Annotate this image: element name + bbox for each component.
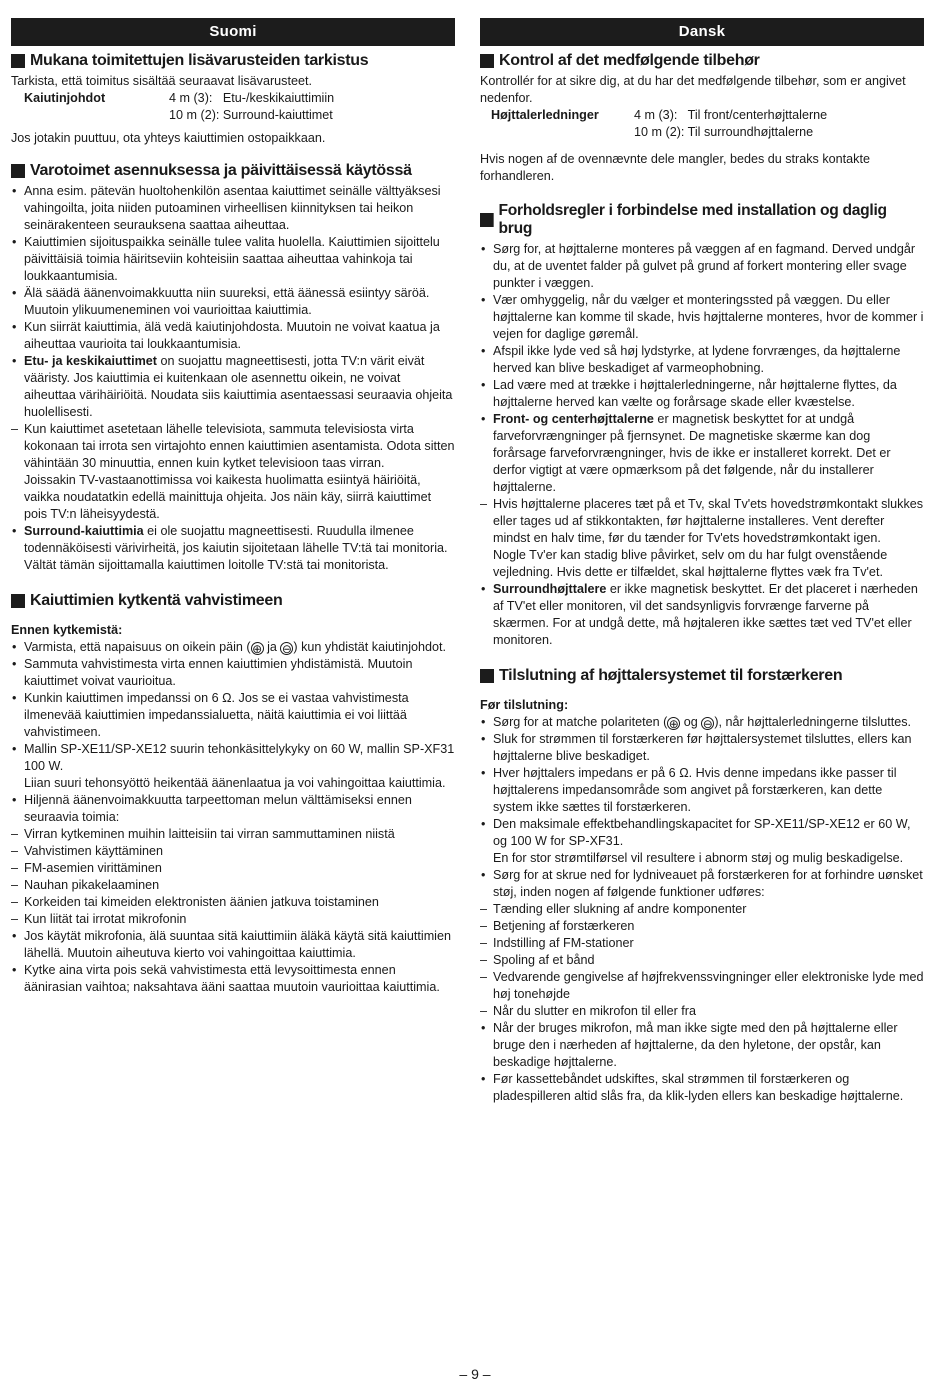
minus-icon: ⊖ <box>281 642 292 656</box>
section-title-connection <box>480 667 924 685</box>
list-item <box>480 714 924 731</box>
list-item: • Lad være med at trække i højttalerledningerne, når højttalerne flyttes, da højttalerne herved kan vælte og forårsage skade eller kvæstelse. <box>480 377 924 411</box>
section-square-icon <box>480 669 494 683</box>
dash-list <box>480 901 924 1020</box>
plus-icon: ⊕ <box>668 717 679 731</box>
list-item-text: ), når højttalerledningerne tilsluttes. <box>714 715 912 729</box>
accessory-row <box>11 107 455 124</box>
subheading-before-connecting: Ennen kytkemistä: <box>11 623 123 637</box>
list-item-text: • Den maksimale effektbehandlingskapacitet for SP-XE11/SP-XE12 er 60 W, og 100 W for SP-XF31. <box>493 817 911 848</box>
connection-list <box>480 714 924 1105</box>
dash-item: – Kun kaiuttimet asetetaan lähelle televisiota, sammuta televisiosta virta kokonaan tai irrota sen virtajohto ennen kaiuttimien asentamista. Odota sitten vähintään 30 minuuttia, ennen kuin kytket televisioon taas virran. <box>11 421 455 472</box>
dash-item: – Vedvarende gengivelse af højfrekvenssvingninger eller elektroniske lyde med høj tonehøjde <box>480 969 924 1003</box>
column-suomi <box>11 18 455 996</box>
accessory-value: 4 m (3): Etu-/keskikaiuttimiin <box>169 91 335 105</box>
list-item: • Sluk for strømmen til forstærkeren før højttalersystemet tilsluttes, ellers kan højttalerne blive beskadiget. <box>480 731 924 765</box>
dash-list <box>11 826 455 928</box>
section-square-icon <box>480 54 494 68</box>
column-dansk <box>480 18 924 1105</box>
list-item-text: Nogle Tv'er kan stadig blive påvirket, selv om du har fulgt ovenstående vejledning. Hvis dette er tilfældet, skal højttalerne flyttes væk fra Tv'et. <box>493 548 888 579</box>
list-item-text: • Sørg for at skrue ned for lydniveauet på forstærkeren for at forhindre uønsket støj, inden nogen af følgende funktioner udføres: <box>493 868 923 899</box>
list-item: • Når der bruges mikrofon, må man ikke sigte med den på højttalerne eller bruge den i nærheden af højttalerne, da den hyletone, der opstår, kan beskadige højttalerne. <box>480 1020 924 1071</box>
list-item: • Jos käytät mikrofonia, älä suuntaa sitä kaiuttimiin äläkä käytä sitä kaiuttimien lähellä. Muutoin aiheutuva kierto voi vahingoittaa kaiuttimia. <box>11 928 455 962</box>
list-item-text: ja <box>263 640 281 654</box>
list-item-text: er magnetisk beskyttet for at undgå farveforvrængninger på fjernsynet. De magnetiske skærme kan dog forårsage farveforvrængninger, hvis de ikke er installeret korrekt. Det er derfor vigtigt at være opmærksom på det følgende, når du installerer højttalerne. <box>493 412 891 494</box>
section-square-icon <box>11 164 25 178</box>
section-title-connection <box>11 592 455 610</box>
list-item: • Anna esim. pätevän huoltohenkilön asentaa kaiuttimet seinälle välttyäksesi vahingoilta, joita niiden putoaminen virheellisen kiinnityksen tai heikon seinärakenteen seurauksena saattaa aiheuttaa. <box>11 183 455 234</box>
list-item-text: • Hiljennä äänenvoimakkuutta tarpeettoman melun välttämiseksi ennen seuraavia toimia: <box>24 793 412 824</box>
list-item-text: er ikke magnetisk beskyttet. Er det placeret i nærheden af TV'et eller monitoren, vil det sandsynligvis forvrænge farverne på skærmen. For at undgå dette, må højtaleren ikke sættes tæt ved TV'et eller monitoren. <box>493 582 918 647</box>
list-item: • Älä säädä äänenvoimakkuutta niin suureksi, että äänessä esiintyy säröä. Muutoin ylikuumeneminen voi vaurioittaa kaiuttimia. <box>11 285 455 319</box>
list-item-text: og <box>680 715 702 729</box>
section-title-text: Mukana toimitettujen lisävarusteiden tarkistus <box>30 52 369 69</box>
section-title-accessories <box>11 52 455 70</box>
accessory-row <box>480 107 924 124</box>
connection-list <box>11 639 455 996</box>
dash-item: – Virran kytkeminen muihin laitteisiin tai virran sammuttaminen niistä <box>11 826 455 843</box>
list-item-text: En for stor strømtilførsel vil resultere i abnorm støj og mulig beskadigelse. <box>493 851 904 865</box>
dash-list <box>11 421 455 472</box>
list-item: • Sørg for, at højttalerne monteres på væggen af en fagmand. Derved undgår du, at de uventet falder på gulvet på grund af forkert montering eller svage punkter i væggen. <box>480 241 924 292</box>
dash-item: – Når du slutter en mikrofon til eller fra <box>480 1003 924 1020</box>
list-item-text: Varmista, että napaisuus on oikein päin ( <box>24 640 251 654</box>
bold-term: Etu- ja keskikaiuttimet <box>24 354 157 368</box>
accessory-label: Kaiutinjohdot <box>24 91 106 105</box>
list-item: • Kunkin kaiuttimen impedanssi on 6 Ω. Jos se ei vastaa vahvistimesta ilmenevää kaiuttimien impedanssialuetta, näitä kaiuttimia ei voi liittää vahvistimeen. <box>11 690 455 741</box>
accessory-value: 10 m (2): Til surroundhøjttalerne <box>634 125 814 139</box>
list-item: • Kaiuttimien sijoituspaikka seinälle tulee valita huolella. Kaiuttimien sijoittelu päivittäisiä toimia häiritseviin kohteisiin saattaa aiheuttaa vahinkoja tai loukkaantumisia. <box>11 234 455 285</box>
dash-item: – Korkeiden tai kimeiden elektronisten äänien jatkuva toistaminen <box>11 894 455 911</box>
dash-item: – Kun liität tai irrotat mikrofonin <box>11 911 455 928</box>
list-item <box>480 867 924 1020</box>
dash-item: – Spoling af et bånd <box>480 952 924 969</box>
list-item: • Afspil ikke lyde ved så høj lydstyrke, at lydene forvrænges, da højttalerne herved kan blive beskadiget af varmeophobning. <box>480 343 924 377</box>
section-title-text: Kontrol af det medfølgende tilbehør <box>499 52 760 69</box>
dash-list <box>480 496 924 547</box>
list-item <box>480 411 924 581</box>
list-item-text: Liian suuri tehonsyöttö heikentää äänenlaatua ja voi vahingoittaa kaiuttimia. <box>24 776 446 790</box>
accessory-label: Højttalerledninger <box>491 108 599 122</box>
dash-item: – Tænding eller slukning af andre komponenter <box>480 901 924 918</box>
list-item-text: ei ole suojattu magneettisesti. Ruudulla ilmenee todennäköisesti värivirheitä, jos kaiutin sijoitetaan lähelle TV:tä tai monitoria. Vältät tämän sijoittamalla kaiuttimen loitolle TV:stä tai monitorista. <box>24 524 448 572</box>
list-item <box>480 581 924 649</box>
accessories-note: Jos jotakin puuttuu, ota yhteys kaiuttimien ostopaikkaan. <box>11 131 326 145</box>
language-header-suomi: Suomi <box>11 18 455 46</box>
language-header-dansk: Dansk <box>480 18 924 46</box>
list-item <box>11 639 455 656</box>
accessories-intro: Kontrollér for at sikre dig, at du har det medfølgende tilbehør, som er angivet nedenfor. <box>480 74 906 105</box>
accessory-value: 10 m (2): Surround-kaiuttimet <box>169 108 333 122</box>
section-square-icon <box>11 54 25 68</box>
section-title-accessories <box>480 52 924 70</box>
section-title-text: Varotoimet asennuksessa ja päivittäisessä käytössä <box>30 162 412 179</box>
dash-item: – FM-asemien virittäminen <box>11 860 455 877</box>
list-item: • Hver højttalers impedans er på 6 Ω. Hvis denne impedans ikke passer til højttalerens impedansområde som angivet på forstærkeren, kan dette system ikke sættes til forstærkeren. <box>480 765 924 816</box>
precautions-list <box>480 241 924 649</box>
list-item: • Før kassettebåndet udskiftes, skal strømmen til forstærkeren og pladespilleren altid slås fra, da klik-lyden ellers kan beskadige højttalerne. <box>480 1071 924 1105</box>
dash-item: – Indstilling af FM-stationer <box>480 935 924 952</box>
list-item-text: • Mallin SP-XE11/SP-XE12 suurin tehonkäsittelykyky on 60 W, mallin SP-XF31 100 W. <box>24 742 455 773</box>
list-item <box>11 523 455 574</box>
dash-item: – Nauhan pikakelaaminen <box>11 877 455 894</box>
list-item: • Sammuta vahvistimesta virta ennen kaiuttimien yhdistämistä. Muutoin kaiuttimet voivat vaurioitua. <box>11 656 455 690</box>
list-item-text: on suojattu magneettisesti, jotta TV:n värit eivät vääristy. Jos kaiuttimia ei kuitenkaan ole asennettu oikein, ne voivat aiheuttaa värihäiriöitä. Noudata siis kaiuttimia asentaessasi seuraavia ohjeita huolellisesti. <box>24 354 453 419</box>
list-item: • Kun siirrät kaiuttimia, älä vedä kaiutinjohdosta. Muutoin ne voivat kaatua ja aiheuttaa vaurioita tai loukkaantumisia. <box>11 319 455 353</box>
list-item <box>480 816 924 867</box>
bold-term: Front- og centerhøjttalerne <box>493 412 654 426</box>
section-title-precautions <box>11 162 455 180</box>
list-item <box>11 741 455 792</box>
section-square-icon <box>480 213 494 227</box>
minus-icon: ⊖ <box>702 717 713 731</box>
precautions-list <box>11 183 455 574</box>
section-square-icon <box>11 594 25 608</box>
bold-term: Surround-kaiuttimia <box>24 524 144 538</box>
page-number: – 9 – <box>459 1366 491 1382</box>
list-item-text: Sørg for at matche polariteten ( <box>493 715 668 729</box>
subheading-before-connecting: Før tilslutning: <box>480 698 569 712</box>
section-title-text: Forholdsregler i forbindelse med installation og daglig brug <box>498 202 887 237</box>
accessory-value: 4 m (3): Til front/centerhøjttalerne <box>634 108 828 122</box>
dash-item: – Hvis højttalerne placeres tæt på et Tv, skal Tv'ets hovedstrømkontakt slukkes eller tages ud af stikkontakten, før højttalerne installeres. Vent derefter mindst en halv time, før du tænder for Tv'ets hovedstrømkontakt igen. <box>480 496 924 547</box>
accessory-row <box>480 124 924 141</box>
section-title-precautions <box>480 202 913 238</box>
section-title-text: Kaiuttimien kytkentä vahvistimeen <box>30 592 283 609</box>
dash-item: – Betjening af forstærkeren <box>480 918 924 935</box>
list-item <box>11 792 455 928</box>
accessories-note: Hvis nogen af de ovennævnte dele mangler, bedes du straks kontakte forhandleren. <box>480 152 870 183</box>
list-item: • Kytke aina virta pois sekä vahvistimesta että levysoittimesta ennen äänirasian vaihtoa; naksahtava ääni saattaa muutoin vaurioittaa kaiuttimia. <box>11 962 455 996</box>
section-title-text: Tilslutning af højttalersystemet til forstærkeren <box>499 667 843 684</box>
list-item: • Vær omhyggelig, når du vælger et monteringssted på væggen. Du eller højttalerne kan komme til skade, hvis højttalerne monteres, hvor de kommer i vejen for daglige gøremål. <box>480 292 924 343</box>
accessories-intro: Tarkista, että toimitus sisältää seuraavat lisävarusteet. <box>11 74 312 88</box>
accessory-row <box>11 90 455 107</box>
bold-term: Surroundhøjttalere <box>493 582 607 596</box>
plus-icon: ⊕ <box>252 642 263 656</box>
list-item <box>11 353 455 523</box>
list-item-text: ) kun yhdistät kaiutinjohdot. <box>293 640 447 654</box>
list-item-text: Joissakin TV-vastaanottimissa voi kaikesta huolimatta esiintyä häiriöitä, vaikka noudatatkin edellä mainittuja ohjeita. Jos näin käy, siirrä kaiuttimet pois TV:n läheisyydestä. <box>24 473 432 521</box>
dash-item: – Vahvistimen käyttäminen <box>11 843 455 860</box>
